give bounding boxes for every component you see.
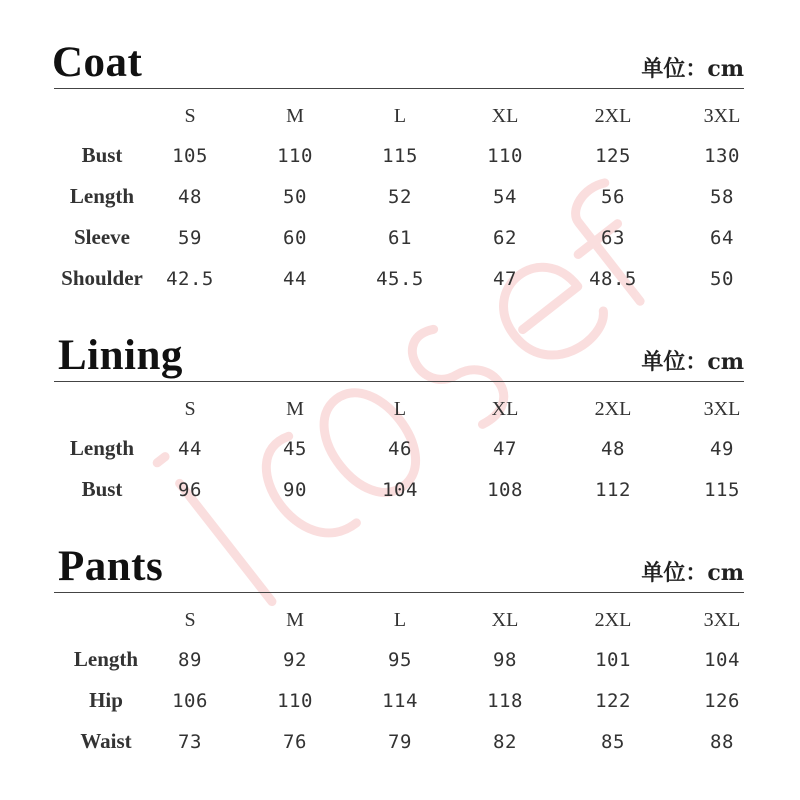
- size-header: L: [393, 398, 407, 420]
- table-cell: 76: [283, 731, 307, 753]
- table-cell: 63: [601, 227, 625, 249]
- size-header: 2XL: [594, 398, 632, 420]
- table-cell: 122: [595, 690, 631, 712]
- table-cell: 89: [178, 649, 202, 671]
- table-cell: 110: [277, 690, 313, 712]
- table-cell: 115: [704, 479, 740, 501]
- section-divider: [54, 88, 744, 89]
- size-header: S: [184, 609, 196, 631]
- table-cell: 45.5: [376, 268, 424, 290]
- table-cell: 104: [382, 479, 418, 501]
- table-cell: 114: [382, 690, 418, 712]
- size-header: M: [286, 609, 304, 631]
- section-divider: [54, 592, 744, 593]
- table-cell: 45: [283, 438, 307, 460]
- table-cell: 48: [178, 186, 202, 208]
- section-divider: [54, 381, 744, 382]
- table-cell: 48.5: [589, 268, 637, 290]
- table-row: [0, 264, 800, 294]
- size-header: L: [393, 105, 407, 127]
- unit-label: 单位：cm: [641, 349, 744, 375]
- table-row: [0, 686, 800, 716]
- size-header: XL: [491, 398, 519, 420]
- table-row: [0, 475, 800, 505]
- unit-label: 单位：cm: [641, 560, 744, 586]
- section-title: Coat: [52, 39, 143, 86]
- size-header: 3XL: [703, 398, 741, 420]
- section-title: Pants: [58, 543, 164, 590]
- table-row: [0, 645, 800, 675]
- size-header: L: [393, 609, 407, 631]
- table-cell: 44: [178, 438, 202, 460]
- table-cell: 61: [388, 227, 412, 249]
- table-row: [0, 434, 800, 464]
- table-cell: 108: [487, 479, 523, 501]
- size-header: M: [286, 105, 304, 127]
- size-header-row: [0, 394, 800, 424]
- table-cell: 52: [388, 186, 412, 208]
- table-cell: 106: [172, 690, 208, 712]
- table-cell: 130: [704, 145, 740, 167]
- table-row: [0, 727, 800, 757]
- row-label: Bust: [81, 477, 123, 501]
- table-cell: 47: [493, 438, 517, 460]
- table-cell: 112: [595, 479, 631, 501]
- size-header: S: [184, 398, 196, 420]
- size-header: 2XL: [594, 609, 632, 631]
- table-cell: 56: [601, 186, 625, 208]
- table-cell: 50: [283, 186, 307, 208]
- table-cell: 46: [388, 438, 412, 460]
- size-header: 2XL: [594, 105, 632, 127]
- table-cell: 59: [178, 227, 202, 249]
- size-header: 3XL: [703, 105, 741, 127]
- size-header-row: [0, 101, 800, 131]
- size-header: XL: [491, 609, 519, 631]
- table-cell: 88: [710, 731, 734, 753]
- table-row: [0, 182, 800, 212]
- table-cell: 58: [710, 186, 734, 208]
- row-label: Bust: [81, 143, 123, 167]
- table-cell: 110: [277, 145, 313, 167]
- row-label: Hip: [89, 688, 123, 712]
- section-title: Lining: [58, 332, 183, 379]
- size-header: S: [184, 105, 196, 127]
- table-cell: 92: [283, 649, 307, 671]
- size-header: 3XL: [703, 609, 741, 631]
- table-cell: 54: [493, 186, 517, 208]
- table-cell: 44: [283, 268, 307, 290]
- table-row: [0, 141, 800, 171]
- table-cell: 118: [487, 690, 523, 712]
- table-cell: 98: [493, 649, 517, 671]
- row-label: Length: [69, 184, 135, 208]
- size-header-row: [0, 605, 800, 635]
- table-cell: 64: [710, 227, 734, 249]
- table-cell: 47: [493, 268, 517, 290]
- table-cell: 85: [601, 731, 625, 753]
- table-cell: 79: [388, 731, 412, 753]
- table-cell: 90: [283, 479, 307, 501]
- table-cell: 50: [710, 268, 734, 290]
- table-cell: 101: [595, 649, 631, 671]
- table-cell: 125: [595, 145, 631, 167]
- table-cell: 82: [493, 731, 517, 753]
- row-label: Length: [73, 647, 139, 671]
- table-cell: 95: [388, 649, 412, 671]
- table-cell: 48: [601, 438, 625, 460]
- table-cell: 49: [710, 438, 734, 460]
- table-cell: 96: [178, 479, 202, 501]
- row-label: Waist: [80, 729, 132, 753]
- row-label: Shoulder: [61, 266, 143, 290]
- table-cell: 110: [487, 145, 523, 167]
- row-label: Sleeve: [74, 225, 130, 249]
- table-cell: 73: [178, 731, 202, 753]
- table-row: [0, 223, 800, 253]
- table-cell: 42.5: [166, 268, 214, 290]
- size-header: XL: [491, 105, 519, 127]
- row-label: Length: [69, 436, 135, 460]
- unit-label: 单位：cm: [641, 56, 744, 82]
- table-cell: 126: [704, 690, 740, 712]
- size-header: M: [286, 398, 304, 420]
- table-cell: 115: [382, 145, 418, 167]
- table-cell: 104: [704, 649, 740, 671]
- table-cell: 62: [493, 227, 517, 249]
- table-cell: 60: [283, 227, 307, 249]
- table-cell: 105: [172, 145, 208, 167]
